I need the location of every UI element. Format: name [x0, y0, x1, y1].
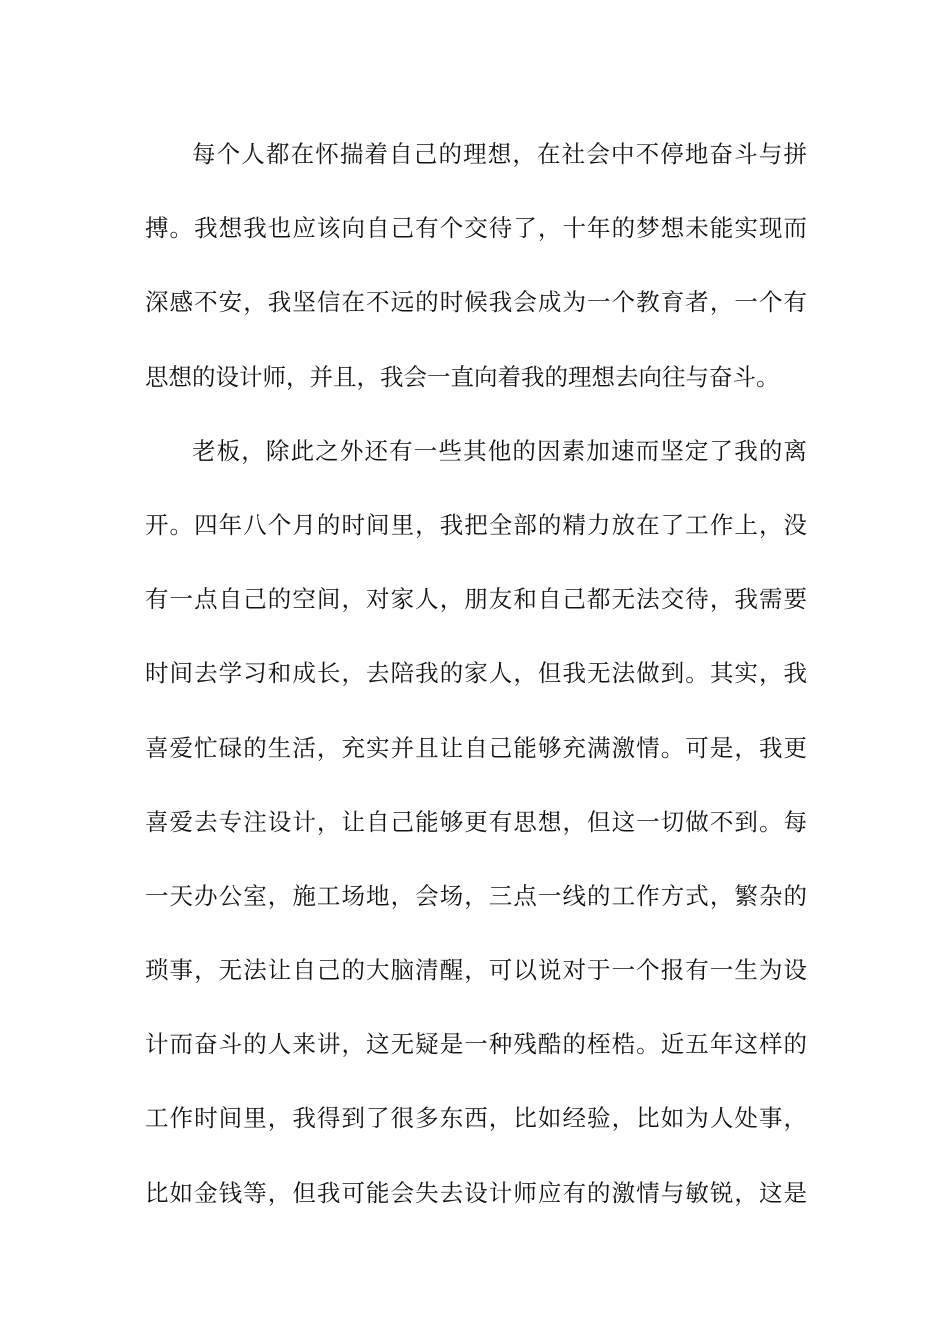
text-line: 一天办公室，施工场地，会场，三点一线的工作方式，繁杂的 — [145, 881, 807, 910]
text-line: 计而奋斗的人来讲，这无疑是一种残酷的桎梏。近五年这样的 — [145, 1030, 807, 1059]
text-line: 开。四年八个月的时间里，我把全部的精力放在了工作上，没 — [145, 510, 807, 539]
paragraph-1 — [145, 132, 807, 429]
text-line: 思想的设计师，并且，我会一直向着我的理想去向往与奋斗。 — [145, 362, 780, 391]
text-line: 有一点自己的空间，对家人，朋友和自己都无法交待，我需要 — [145, 585, 807, 614]
text-line: 搏。我想我也应该向自己有个交待了，十年的梦想未能实现而 — [145, 214, 807, 243]
text-line: 深感不安，我坚信在不远的时候我会成为一个教育者，一个有 — [145, 288, 807, 317]
text-line: 比如金钱等，但我可能会失去设计师应有的激情与敏锐，这是 — [145, 1178, 807, 1207]
text-line: 喜爱去专注设计，让自己能够更有思想，但这一切做不到。每 — [145, 807, 807, 836]
text-line: 老板，除此之外还有一些其他的因素加速而坚定了我的离 — [192, 436, 807, 465]
text-line: 工作时间里，我得到了很多东西，比如经验，比如为人处事， — [145, 1104, 807, 1133]
text-line: 喜爱忙碌的生活，充实并且让自己能够充满激情。可是，我更 — [145, 733, 807, 762]
document-body — [145, 132, 807, 1245]
text-line: 每个人都在怀揣着自己的理想，在社会中不停地奋斗与拼 — [192, 140, 807, 168]
text-line: 琐事，无法让自己的大脑清醒，可以说对于一个报有一生为设 — [145, 956, 807, 985]
text-line: 时间去学习和成长，去陪我的家人，但我无法做到。其实，我 — [145, 659, 807, 688]
paragraph-2 — [145, 429, 807, 1245]
